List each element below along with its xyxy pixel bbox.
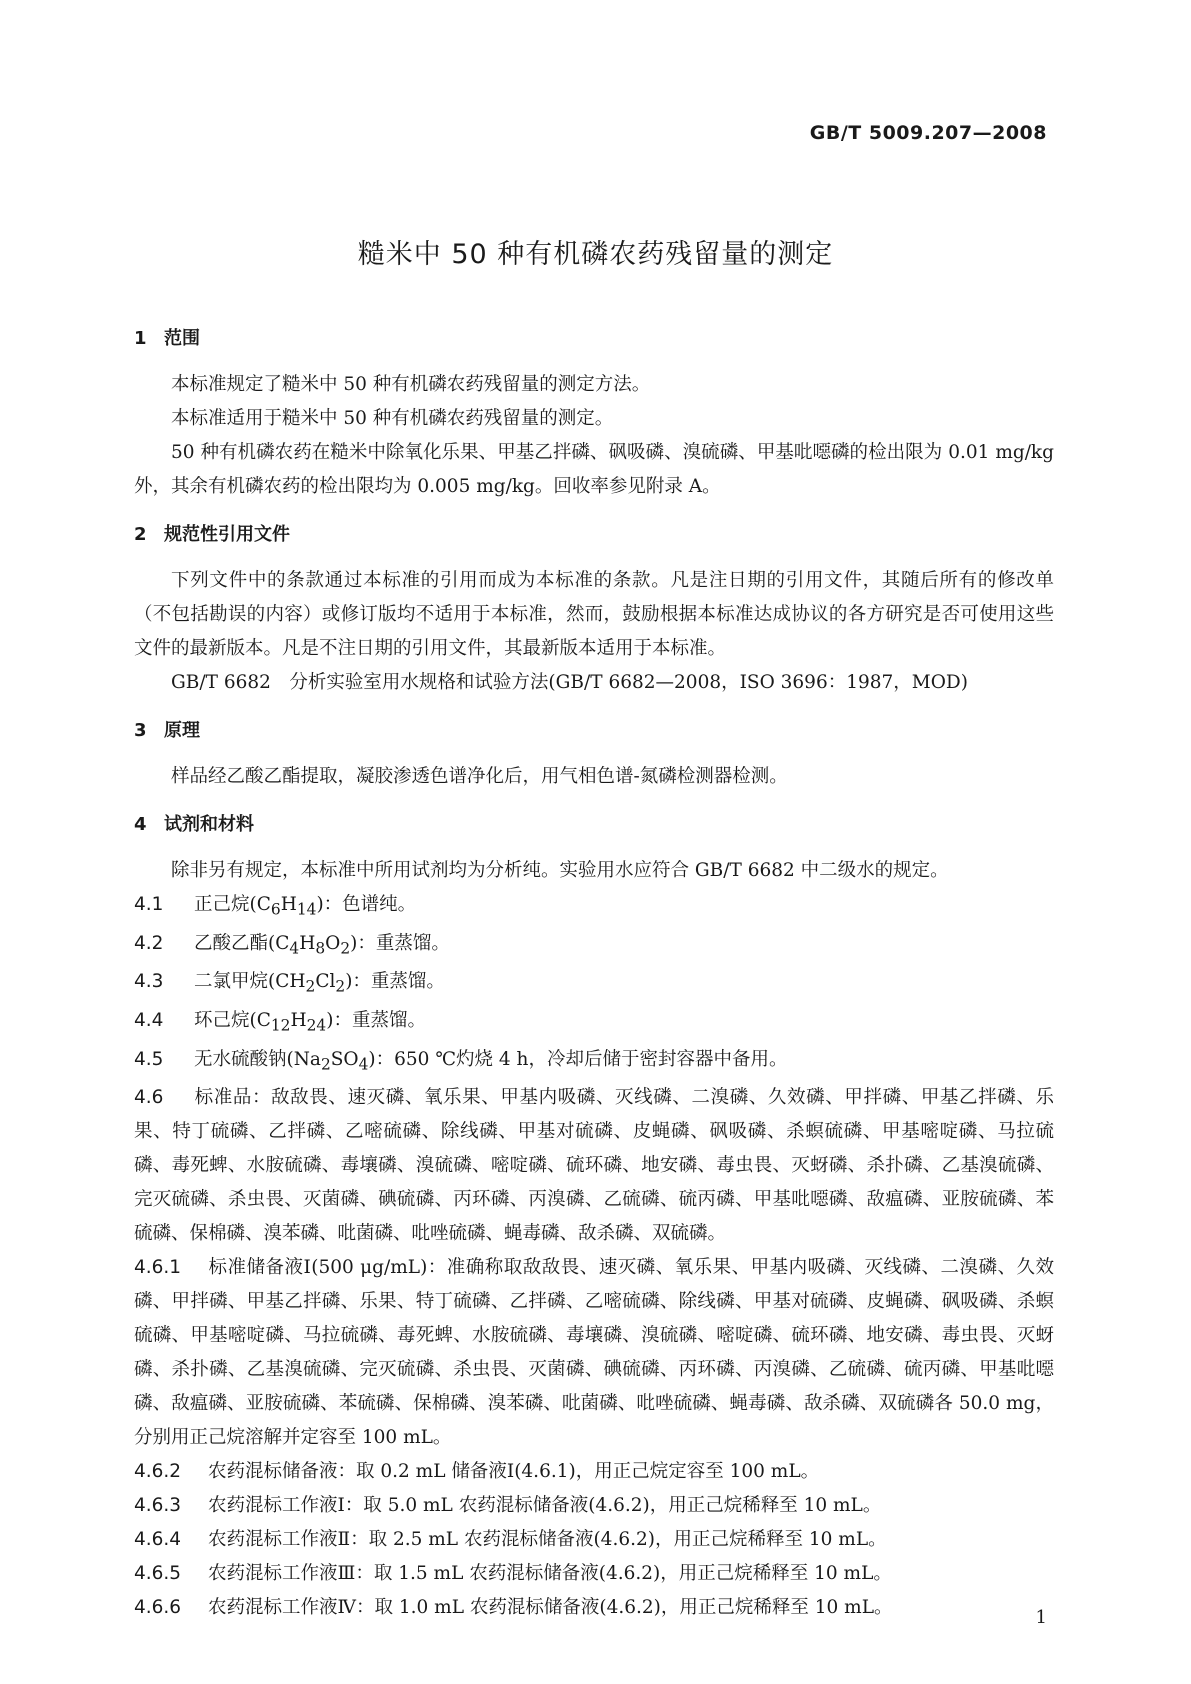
section-heading-principle [134, 714, 1054, 748]
clause-4-4 [134, 1004, 1054, 1043]
section-heading-normative-references [134, 518, 1054, 552]
clause-number: 4.6.5 [134, 1563, 182, 1585]
section-number: 2 [134, 524, 147, 545]
clause-text: 农药混标工作液Ⅰ：取 5.0 mL 农药混标储备液(4.6.2)，用正己烷稀释至 10 mL。 [208, 1495, 882, 1517]
formula-text: H [280, 894, 297, 915]
formula-subscript: 2 [340, 939, 351, 958]
section-title: 规范性引用文件 [164, 524, 290, 545]
page-number: 1 [1035, 1607, 1047, 1628]
clause-number: 4.1 [134, 894, 164, 915]
paragraph: 本标准适用于糙米中 50 种有机磷农药残留量的测定。 [171, 408, 614, 429]
clause-number: 4.6 [134, 1087, 164, 1109]
formula-text: 二氯甲烷(CH [194, 971, 306, 993]
section-heading-reagents [134, 808, 1054, 842]
clause-4-5 [134, 1043, 1054, 1082]
formula-subscript: 4 [289, 939, 300, 958]
document-title: 糙米中 50 种有机磷农药残留量的测定 [357, 239, 834, 270]
formula-subscript: 2 [335, 978, 346, 997]
clause-number: 4.6.2 [134, 1461, 182, 1483]
clause-text: 标准储备液Ⅰ(500 μg/mL)：准确称取敌敌畏、速灭磷、氧乐果、甲基内吸磷、灭线磷、二溴磷、久效磷、甲拌磷、甲基乙拌磷、乐果、特丁硫磷、乙拌磷、乙嘧硫磷、除线磷、甲基对硫磷、皮蝇磷、砜吸磷、杀螟硫磷、甲基嘧啶磷、马拉硫磷、毒死蜱、水胺硫磷、毒壤磷、溴硫磷、嘧啶磷、硫环磷、地安磷、毒虫畏、灭蚜磷、杀扑磷、乙基溴硫磷、完灭硫磷、杀虫畏、灭菌磷、碘硫磷、丙环磷、丙溴磷、乙硫磷、硫丙磷、甲基吡噁磷、敌瘟磷、亚胺硫磷、苯硫磷、保棉磷、溴苯磷、吡菌磷、吡唑硫磷、蝇毒磷、敌杀磷、双硫磷各 50.0 mg，分别用正己烷溶解并定容至 100 mL。 [134, 1257, 1054, 1449]
clause-number: 4.2 [134, 932, 164, 954]
clause-4-2 [134, 927, 1054, 966]
paragraph: 下列文件中的条款通过本标准的引用而成为本标准的条款。凡是注日期的引用文件，其随后所有的修改单（不包括勘误的内容）或修订版均不适用于本标准，然而，鼓励根据本标准达成协议的各方研究是否可使用这些文件的最新版本。凡是不注日期的引用文件，其最新版本适用于本标准。 [134, 570, 1054, 659]
section-number: 4 [134, 814, 147, 835]
clause-number: 4.4 [134, 1010, 164, 1032]
formula-text: 环己烷(C [194, 1010, 271, 1032]
paragraph: 除非另有规定，本标准中所用试剂均为分析纯。实验用水应符合 GB/T 6682 中二级水的规定。 [171, 860, 949, 881]
clause-text: 农药混标储备液：取 0.2 mL 储备液Ⅰ(4.6.1)，用正己烷定容至 100 mL。 [208, 1461, 820, 1483]
clause-number: 4.5 [134, 1048, 164, 1070]
section-title: 原理 [164, 720, 200, 741]
formula-text: )：重蒸馏。 [350, 932, 450, 954]
formula-subscript: 24 [306, 1016, 327, 1035]
formula-text: SO [330, 1048, 359, 1070]
clause-4-6-4 [134, 1523, 1054, 1557]
section-heading-scope [134, 322, 1054, 356]
formula-subscript: 6 [270, 900, 281, 919]
clause-4-3 [134, 965, 1054, 1004]
clause-4-6-5 [134, 1557, 1054, 1591]
clause-text: 标准品：敌敌畏、速灭磷、氧乐果、甲基内吸磷、灭线磷、二溴磷、久效磷、甲拌磷、甲基乙拌磷、乐果、特丁硫磷、乙拌磷、乙嘧硫磷、除线磷、甲基对硫磷、皮蝇磷、砜吸磷、杀螟硫磷、甲基嘧啶磷、马拉硫磷、毒死蜱、水胺硫磷、毒壤磷、溴硫磷、嘧啶磷、硫环磷、地安磷、毒虫畏、灭蚜磷、杀扑磷、乙基溴硫磷、完灭硫磷、杀虫畏、灭菌磷、碘硫磷、丙环磷、丙溴磷、乙硫磷、硫丙磷、甲基吡噁磷、敌瘟磷、亚胺硫磷、苯硫磷、保棉磷、溴苯磷、吡菌磷、吡唑硫磷、蝇毒磷、敌杀磷、双硫磷。 [134, 1087, 1054, 1245]
clause-4-6 [134, 1081, 1054, 1251]
formula-text: )：650 ℃灼烧 4 h，冷却后储于密封容器中备用。 [368, 1048, 788, 1070]
formula-text: 乙酸乙酯(C [194, 932, 290, 954]
formula-text: )：色谱纯。 [316, 894, 417, 915]
clause-4-6-3 [134, 1489, 1054, 1523]
clause-number: 4.6.6 [134, 1597, 182, 1619]
formula-text: Cl [315, 971, 336, 993]
formula-text: )：重蒸馏。 [345, 971, 445, 993]
formula-subscript: 12 [270, 1016, 291, 1035]
clause-number: 4.3 [134, 971, 164, 993]
formula-text: O [325, 932, 341, 954]
paragraph: 本标准规定了糙米中 50 种有机磷农药残留量的测定方法。 [171, 374, 651, 395]
formula-subscript: 8 [315, 939, 326, 958]
formula-subscript: 4 [358, 1055, 369, 1074]
paragraph: 50 种有机磷农药在糙米中除氧化乐果、甲基乙拌磷、砜吸磷、溴硫磷、甲基吡噁磷的检出限为 0.01 mg/kg 外，其余有机磷农药的检出限均为 0.005 mg/kg。回收率参见附录 A。 [134, 442, 1054, 497]
clause-number: 4.6.3 [134, 1495, 182, 1517]
formula-text: )：重蒸馏。 [326, 1010, 426, 1032]
clause-text: 农药混标工作液Ⅳ：取 1.0 mL 农药混标储备液(4.6.2)，用正己烷稀释至 10 mL。 [208, 1597, 893, 1619]
formula-subscript: 2 [305, 978, 316, 997]
document-body [134, 322, 1054, 1625]
clause-number: 4.6.4 [134, 1529, 182, 1551]
formula-text: H [290, 1010, 307, 1032]
formula-text: 正己烷(C [194, 894, 271, 915]
section-title: 试剂和材料 [164, 814, 254, 835]
clause-4-6-2 [134, 1455, 1054, 1489]
clause-4-1 [134, 888, 1054, 927]
formula-text: 无水硫酸钠(Na [194, 1048, 321, 1070]
formula-subscript: 2 [320, 1055, 331, 1074]
formula-subscript: 14 [296, 900, 317, 919]
section-number: 1 [134, 328, 147, 349]
formula-text: H [299, 932, 316, 954]
standard-code: GB/T 5009.207—2008 [809, 122, 1047, 144]
reference-entry: GB/T 6682 分析实验室用水规格和试验方法(GB/T 6682—2008，ISO 3696：1987，MOD) [171, 672, 968, 693]
clause-4-6-6 [134, 1591, 1054, 1625]
clause-number: 4.6.1 [134, 1257, 182, 1279]
clause-text: 农药混标工作液Ⅱ：取 2.5 mL 农药混标储备液(4.6.2)，用正己烷稀释至 10 mL。 [208, 1529, 887, 1551]
clause-4-6-1 [134, 1251, 1054, 1455]
section-title: 范围 [164, 328, 200, 349]
paragraph: 样品经乙酸乙酯提取，凝胶渗透色谱净化后，用气相色谱-氮磷检测器检测。 [171, 766, 788, 787]
section-number: 3 [134, 720, 147, 741]
clause-text: 农药混标工作液Ⅲ：取 1.5 mL 农药混标储备液(4.6.2)，用正己烷稀释至 10 mL。 [208, 1563, 892, 1585]
